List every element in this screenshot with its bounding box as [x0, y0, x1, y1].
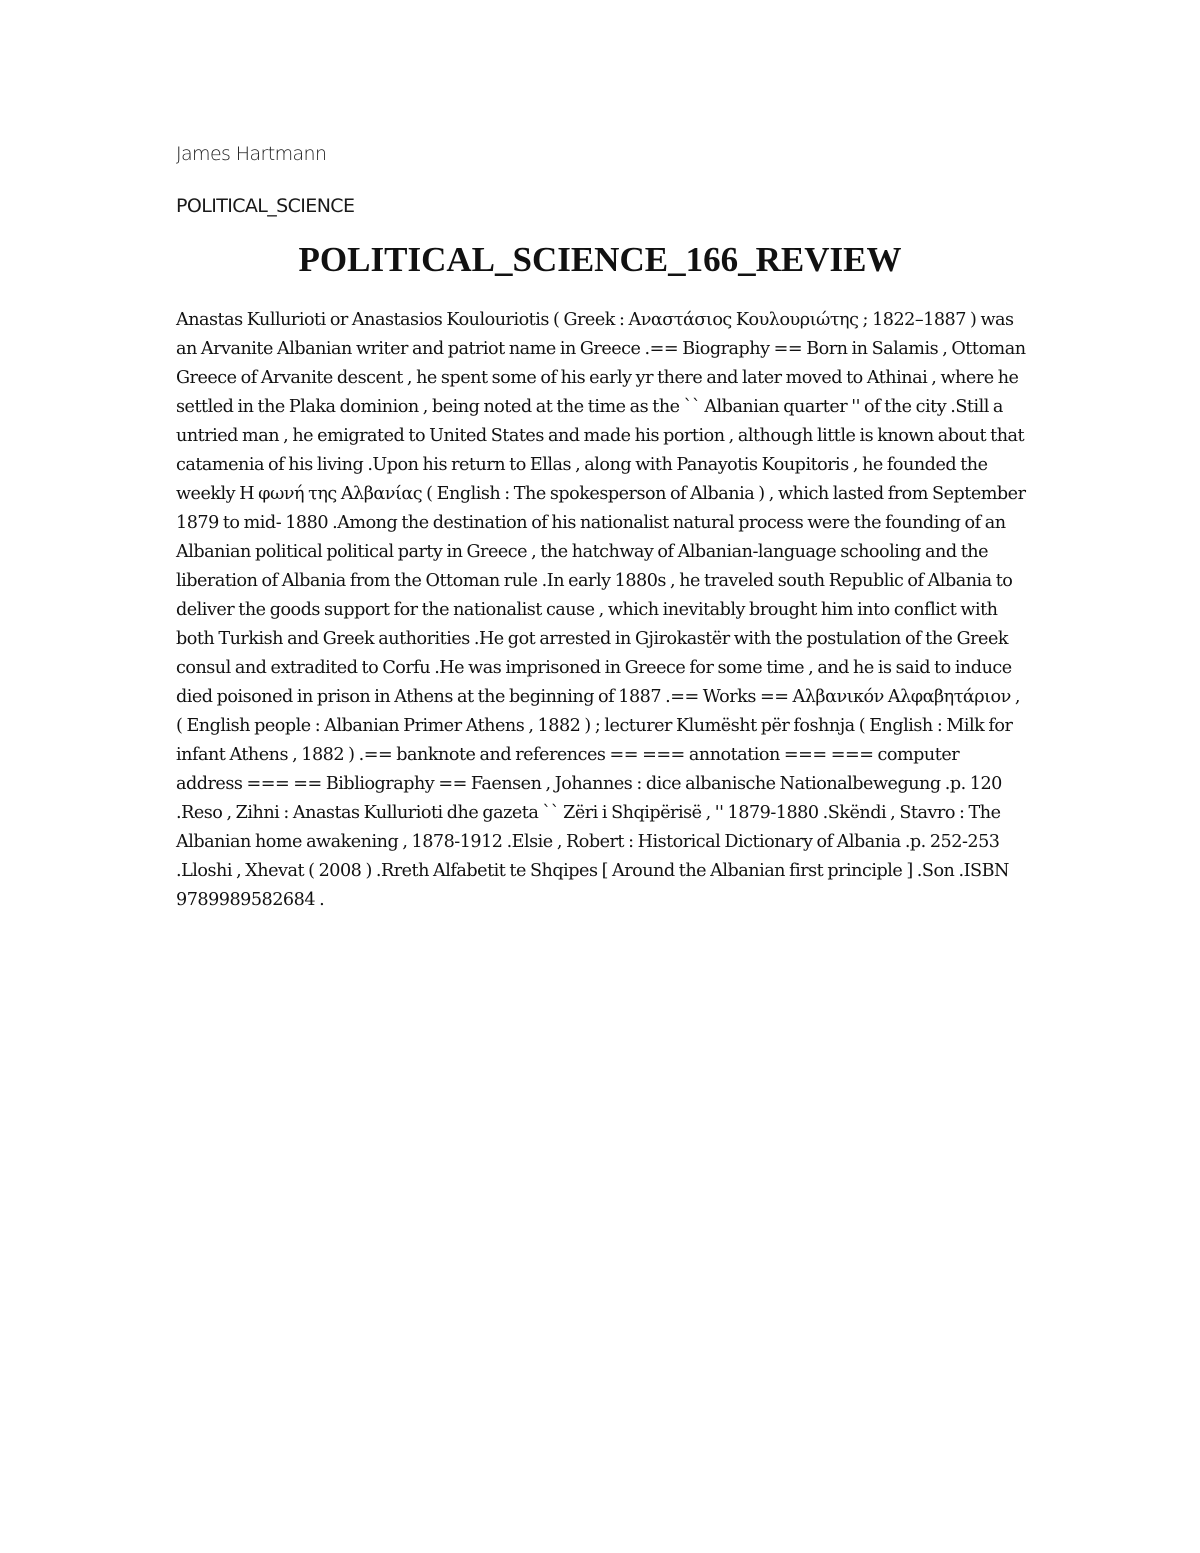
document-title: POLITICAL_SCIENCE_166_REVIEW — [298, 240, 902, 279]
author-name: James Hartmann — [176, 143, 327, 165]
body-paragraph: Anastas Kullurioti or Anastasios Koulouriotis ( Greek : Αναστάσιος Κουλουριώτης ; 1822–1887 ) was an Arvanite Albanian writer and patriot name in Greece .== Biography == Born in Salamis , Ottoman Greece of Arvanite descent , he spent some of his early yr there and later moved to Athinai , where he settled in the Plaka dominion , being noted at the time as the `` Albanian quarter '' of the city .Still a untried man , he emigrated to United States and made his portion , although little is known about that catamenia of his living .Upon his return to Ellas , along with Panayotis Koupitoris , he founded the weekly Η φωνή της Αλβανίας ( English : The spokesperson of Albania ) , which lasted from September 1879 to mid- 1880 .Among the destination of his nationalist natural process were the founding of an Albanian political political party in Greece , the hatchway of Albanian-language schooling and the liberation of Albania from the Ottoman rule .In early 1880s , he traveled south Republic of Albania to deliver the goods support for the nationalist cause , which inevitably brought him into conflict with both Turkish and Greek authorities .He got arrested in Gjirokastër with the postulation of the Greek consul and extradited to Corfu .He was imprisoned in Greece for some time , and he is said to induce died poisoned in prison in Athens at the beginning of 1887 .== Works == Αλβανικόν Αλφαβητάριον , ( English people : Albanian Primer Athens , 1882 ) ; lecturer Klumësht për foshnja ( English : Milk for infant Athens , 1882 ) .== banknote and references == === annotation === === computer address === == Bibliography == Faensen , Johannes : dice albanische Nationalbewegung .p. 120 .Reso , Zihni : Anastas Kullurioti dhe gazeta `` Zëri i Shqipërisë , '' 1879-1880 .Skëndi , Stavro : The Albanian home awakening , 1878-1912 .Elsie , Robert : Historical Dictionary of Albania .p. 252-253 .Lloshi , Xhevat ( 2008 ) .Rreth Alfabetit te Shqipes [ Around the Albanian first principle ] .Son .ISBN 9789989582684 . — [176, 310, 1026, 910]
subject-label: POLITICAL_SCIENCE — [176, 195, 355, 217]
